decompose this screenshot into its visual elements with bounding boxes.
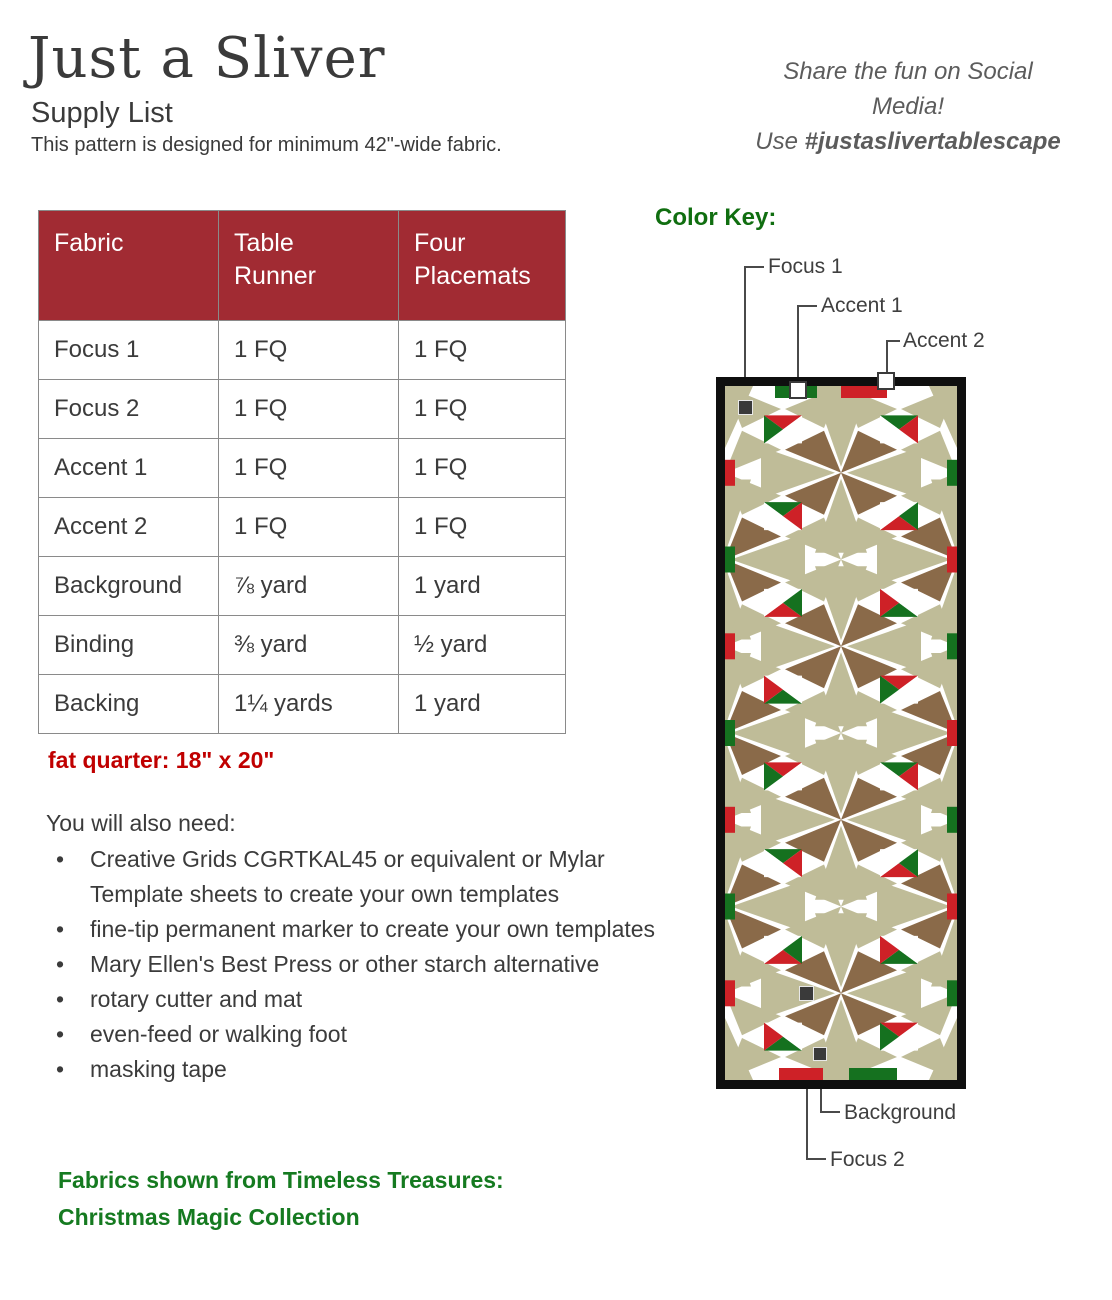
quilt-diagram xyxy=(716,377,966,1089)
supply-table-row xyxy=(39,321,566,380)
bullet-icon: • xyxy=(56,1056,65,1082)
supply-table xyxy=(38,210,566,734)
supply-table-row xyxy=(39,557,566,616)
bullet-text: fine-tip permanent marker to create your own templates xyxy=(90,916,656,942)
yardage-cell: ⅞ yard xyxy=(219,557,399,616)
social-line-2: Media! xyxy=(871,93,945,120)
focus1-swatch-marker xyxy=(738,400,753,415)
yardage-cell: 1 FQ xyxy=(219,439,399,498)
supply-table-row xyxy=(39,498,566,557)
supply-bullet-item xyxy=(46,1052,686,1087)
yardage-cell: 1 FQ xyxy=(399,439,566,498)
background-swatch-marker xyxy=(813,1047,827,1061)
yardage-cell: 1 FQ xyxy=(399,498,566,557)
yardage-cell: 1 FQ xyxy=(219,380,399,439)
yardage-cell: 1 FQ xyxy=(399,380,566,439)
focus1-leader-line xyxy=(744,266,764,268)
col-header-fabric: Fabric xyxy=(39,211,219,321)
fabric-name-cell: Focus 1 xyxy=(39,321,219,380)
supply-bullet-item xyxy=(46,947,686,982)
social-hashtag: #justaslivertablescape xyxy=(804,128,1061,155)
bullet-icon: • xyxy=(56,916,65,942)
quilt-pattern-graphic xyxy=(725,386,957,1080)
accent1-leader-line xyxy=(797,305,799,385)
fabric-width-note: This pattern is designed for minimum 42"-wide fabric. xyxy=(31,134,502,156)
fabric-name-cell: Accent 2 xyxy=(39,498,219,557)
supply-bullet-item xyxy=(46,1017,686,1052)
accent1-swatch-marker xyxy=(789,381,807,399)
bullet-text: Creative Grids CGRTKAL45 or equivalent or Mylar Template sheets to create your own templates xyxy=(90,846,605,907)
key-label-focus2: Focus 2 xyxy=(830,1148,905,1171)
fabric-credit-line-2: Christmas Magic Collection xyxy=(58,1204,360,1230)
focus2-leader-line xyxy=(806,1158,826,1160)
page-subtitle: Supply List xyxy=(31,97,173,129)
key-label-accent1: Accent 1 xyxy=(821,294,903,317)
social-line-1: Share the fun on Social xyxy=(783,58,1033,85)
accent2-swatch-marker xyxy=(877,372,895,390)
bullet-text: masking tape xyxy=(90,1056,227,1082)
focus2-swatch-marker xyxy=(799,986,814,1001)
yardage-cell: 1¼ yards xyxy=(219,675,399,734)
key-label-accent2: Accent 2 xyxy=(903,329,985,352)
color-key-heading: Color Key: xyxy=(655,204,777,231)
supply-bullet-item xyxy=(46,982,686,1017)
key-label-background: Background xyxy=(844,1101,957,1124)
supply-table-row xyxy=(39,675,566,734)
fabric-credit xyxy=(58,1162,504,1236)
accent2-leader-line xyxy=(886,340,900,342)
bullet-icon: • xyxy=(56,951,65,977)
fabric-name-cell: Accent 1 xyxy=(39,439,219,498)
fat-quarter-note: fat quarter: 18" x 20" xyxy=(48,747,275,773)
col-header-four-placemats: Four Placemats xyxy=(399,211,566,321)
fabric-name-cell: Binding xyxy=(39,616,219,675)
page-title: Just a Sliver xyxy=(28,26,386,91)
social-callout xyxy=(718,54,1098,159)
background-leader-line xyxy=(820,1111,840,1113)
fabric-credit-line-1: Fabrics shown from Timeless Treasures: xyxy=(58,1167,504,1193)
bullet-icon: • xyxy=(56,846,65,872)
also-need-list xyxy=(46,842,686,1087)
also-need-heading: You will also need: xyxy=(46,810,236,836)
yardage-cell: 1 FQ xyxy=(399,321,566,380)
supply-bullet-item xyxy=(46,912,686,947)
yardage-cell: ⅜ yard xyxy=(219,616,399,675)
yardage-cell: 1 FQ xyxy=(219,321,399,380)
social-line-3: Use #justaslivertablescape xyxy=(755,128,1061,155)
fabric-name-cell: Focus 2 xyxy=(39,380,219,439)
bullet-text: even-feed or walking foot xyxy=(90,1021,347,1047)
yardage-cell: 1 yard xyxy=(399,675,566,734)
fabric-name-cell: Backing xyxy=(39,675,219,734)
accent1-leader-line xyxy=(797,305,817,307)
supply-table-row xyxy=(39,439,566,498)
yardage-cell: ½ yard xyxy=(399,616,566,675)
supply-table-header-row xyxy=(39,211,566,321)
key-label-focus1: Focus 1 xyxy=(768,255,843,278)
bullet-icon: • xyxy=(56,986,65,1012)
bullet-text: Mary Ellen's Best Press or other starch alternative xyxy=(90,951,600,977)
yardage-cell: 1 FQ xyxy=(219,498,399,557)
bullet-text: rotary cutter and mat xyxy=(90,986,303,1012)
col-header-table-runner: Table Runner xyxy=(219,211,399,321)
fabric-name-cell: Background xyxy=(39,557,219,616)
bullet-icon: • xyxy=(56,1021,65,1047)
supply-bullet-item xyxy=(46,842,686,912)
supply-table-row xyxy=(39,616,566,675)
supply-table-row xyxy=(39,380,566,439)
yardage-cell: 1 yard xyxy=(399,557,566,616)
